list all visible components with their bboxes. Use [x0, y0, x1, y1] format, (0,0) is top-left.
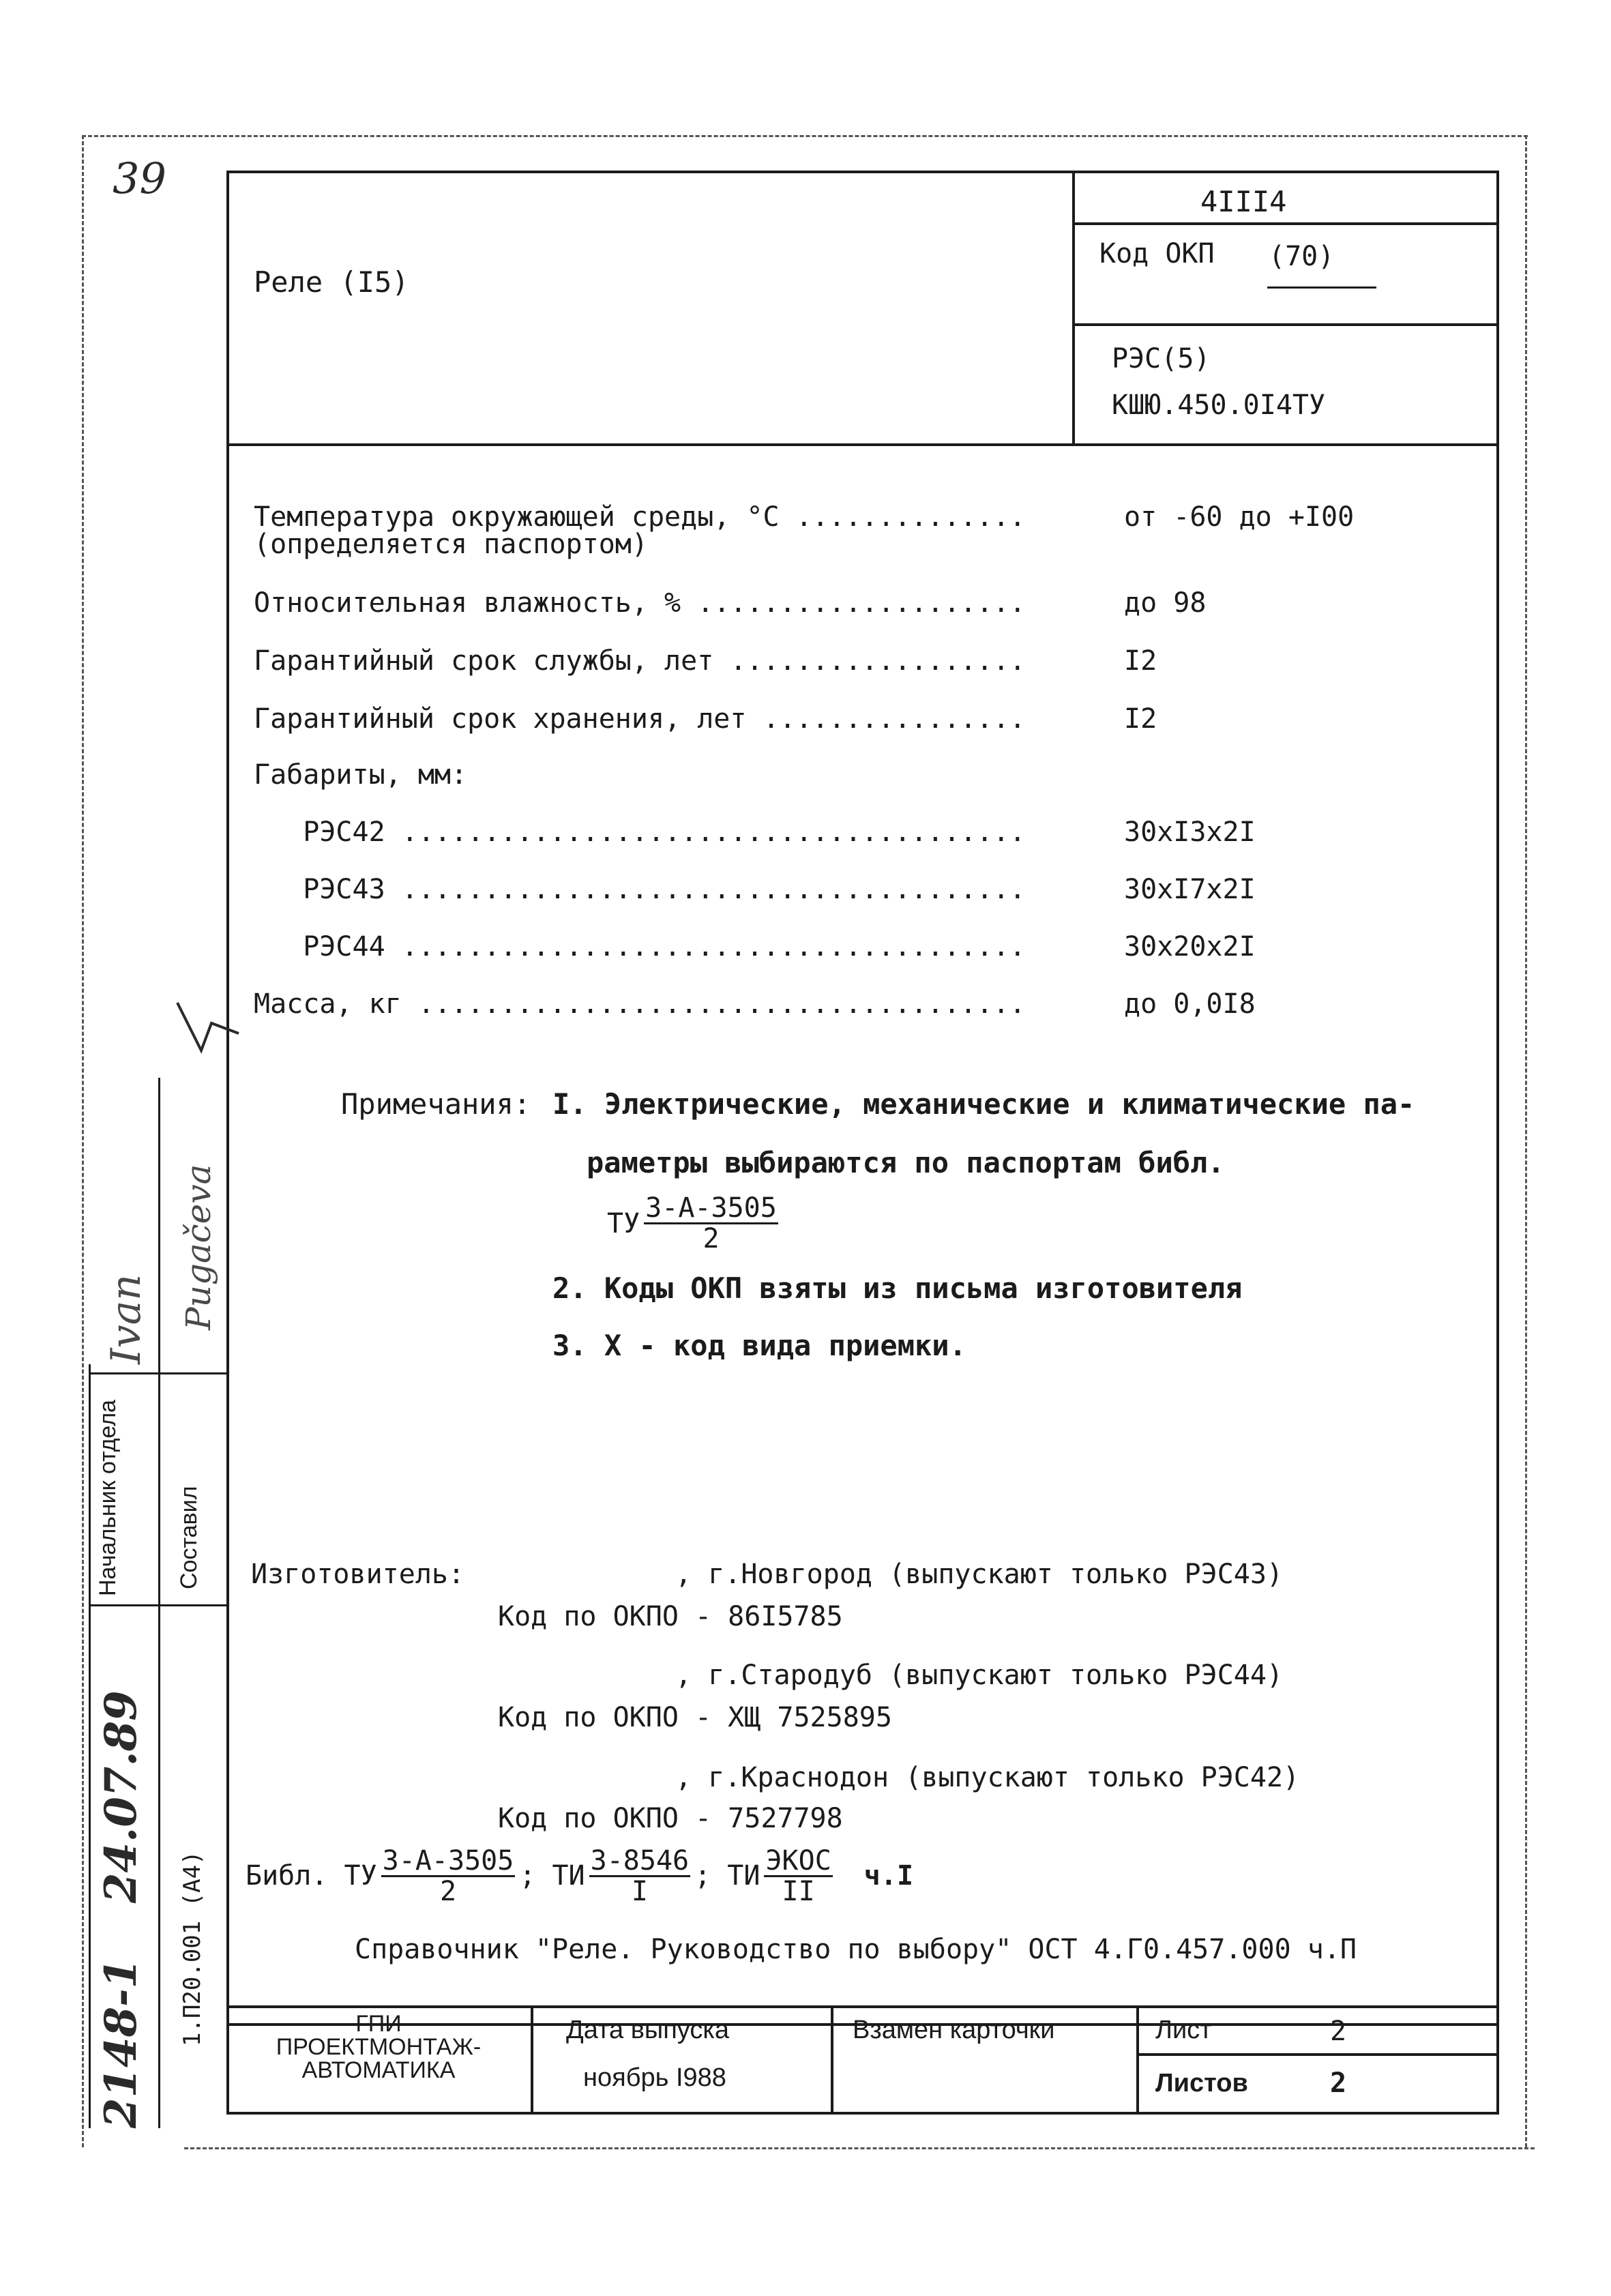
- manufacturer-krasnodon: , г.Краснодон (выпускают только РЭС42): [675, 1762, 1300, 1793]
- biblio-ti1-denominator: I: [631, 1875, 648, 1907]
- biblio-ti1-fraction: [589, 1846, 691, 1906]
- spec-temperature-sub: (определяется паспортом): [254, 529, 648, 560]
- biblio-ti2-fraction: [764, 1846, 832, 1906]
- footer-org-line-3: АВТОМАТИКА: [301, 2057, 456, 2083]
- spec-res43-value: 30xI7x2I: [1124, 874, 1256, 905]
- footer-date-label: Дата выпуска: [566, 2016, 729, 2044]
- biblio-handbook: Справочник "Реле. Руководство по выбору" ОСТ 4.Г0.457.000 ч.П: [355, 1934, 1357, 1965]
- biblio-tu-fraction: [381, 1846, 516, 1906]
- sidebar-head-label: Начальник отдела: [95, 1400, 121, 1596]
- note-1-tu-numerator: 3-А-3505: [645, 1192, 777, 1224]
- page-right-border: [1525, 135, 1527, 2147]
- spec-temperature-value: от -60 до +I00: [1124, 501, 1355, 533]
- note-1-tu: [607, 1194, 782, 1253]
- header-okp-line: [1072, 323, 1499, 326]
- footer-sheets-label: Листов: [1155, 2069, 1248, 2098]
- note-1-tu-denominator: 2: [703, 1223, 720, 1254]
- spec-humidity-value: до 98: [1124, 587, 1207, 619]
- footer-sheet-label: Лист: [1155, 2016, 1212, 2044]
- biblio-ti1-numerator: 3-8546: [590, 1844, 690, 1876]
- manufacturer-novgorod: , г.Новгород (выпускают только РЭС43): [675, 1559, 1284, 1590]
- note-1-tu-fraction: [644, 1194, 778, 1253]
- page-bottom-border: [184, 2147, 1535, 2149]
- spec-res43-label: РЭС43 ......................................: [254, 874, 1026, 905]
- spec-temperature-label: Температура окружающей среды, °С ..............: [254, 501, 1026, 533]
- page-left-border: [82, 135, 84, 2147]
- footer-divider-2: [831, 2005, 833, 2115]
- sidebar-doc-number: 2148-1: [95, 1958, 147, 2128]
- biblio-ti2-label: ; ТИ: [694, 1860, 760, 1892]
- page-top-border: [82, 135, 1528, 137]
- signature-compiler: Pugačeva: [179, 1164, 218, 1330]
- manufacturer-starodub-okpo: Код по ОКПО - ХЩ 7525895: [498, 1702, 892, 1733]
- biblio-prefix: Библ. ТУ: [246, 1860, 377, 1892]
- biblio-ti2-numerator: ЭКОС: [765, 1844, 831, 1876]
- spec-storage-life-label: Гарантийный срок хранения, лет ................: [254, 703, 1026, 735]
- note-2: 2. Коды ОКП взяты из письма изготовителя: [552, 1271, 1243, 1305]
- spec-mass-value: до 0,0I8: [1124, 988, 1256, 1020]
- spec-res44-label: РЭС44 ......................................: [254, 931, 1026, 962]
- manufacturer-label: Изготовитель:: [251, 1559, 465, 1590]
- biblio-tu-denominator: 2: [439, 1875, 457, 1907]
- note-3: 3. Х - код вида приемки.: [552, 1329, 966, 1362]
- spec-humidity-label: Относительная влажность, % ....................: [254, 587, 1026, 619]
- sidebar-h-line-2: [89, 1604, 226, 1606]
- footer-date-value: ноябрь I988: [583, 2063, 726, 2092]
- manufacturer-novgorod-okpo: Код по ОКПО - 86I5785: [498, 1601, 843, 1632]
- spec-res44-value: 30x20x2I: [1124, 931, 1256, 962]
- signature-head: Ivan: [102, 1274, 150, 1364]
- footer-org-line-1: ГПИ: [355, 2011, 402, 2037]
- biblio-ti2-denominator: II: [782, 1875, 815, 1907]
- card-code: 4III4: [1200, 185, 1287, 218]
- footer-org-line-2: ПРОЕКТМОНТАЖ-: [276, 2034, 482, 2060]
- footer-sheets-value: 2: [1330, 2067, 1347, 2099]
- spec-storage-life-value: I2: [1124, 703, 1157, 735]
- header-divider: [1072, 171, 1075, 443]
- sidebar-compiled-label: Составил: [176, 1486, 202, 1589]
- spec-service-life-value: I2: [1124, 645, 1157, 677]
- spec-res42-value: 30xI3x2I: [1124, 816, 1256, 848]
- signature-check-mark: [164, 996, 246, 1091]
- sidebar-line-mid: [89, 1364, 91, 2128]
- okp-value: (70): [1269, 241, 1335, 272]
- header-bottom-line: [226, 443, 1499, 446]
- note-1-line-1: I. Электрические, механические и климатические па-: [552, 1087, 1415, 1121]
- okp-underline: [1267, 286, 1376, 289]
- biblio-suffix: ч.I: [863, 1860, 914, 1892]
- manufacturer-starodub: , г.Стародуб (выпускают только РЭС44): [675, 1660, 1284, 1691]
- note-1-line-2: раметры выбираются по паспортам библ.: [587, 1146, 1225, 1179]
- footer-divider-1: [531, 2005, 533, 2115]
- manufacturer-krasnodon-okpo: Код по ОКПО - 7527798: [498, 1803, 843, 1834]
- sidebar-h-line-1: [89, 1372, 226, 1374]
- biblio-ti1-label: ; ТИ: [519, 1860, 585, 1892]
- header-code-line: [1072, 222, 1499, 225]
- sidebar-stamp-date: 24.07.89: [95, 1690, 147, 1903]
- note-1-tu-label: ТУ: [607, 1207, 640, 1239]
- corner-page-mark: 39: [113, 153, 166, 203]
- footer-sheet-value: 2: [1330, 2016, 1347, 2047]
- relay-type: РЭС(5): [1112, 343, 1211, 374]
- footer-sheet-divider: [1136, 2053, 1499, 2056]
- relay-tu: КШЮ.450.0I4ТУ: [1112, 389, 1326, 421]
- spec-mass-label: Масса, кг .....................................: [254, 988, 1026, 1020]
- okp-label: Код ОКП: [1099, 238, 1215, 269]
- spec-service-life-label: Гарантийный срок службы, лет ..................: [254, 645, 1026, 677]
- footer-org: [232, 2012, 525, 2082]
- sidebar-line-inner: [158, 1078, 160, 2128]
- footer-divider-3: [1136, 2005, 1139, 2115]
- sidebar-form-code: 1.П20.001 (А4): [179, 1851, 206, 2046]
- spec-dimensions-label: Габариты, мм:: [254, 759, 468, 791]
- notes-heading: Примечания:: [341, 1087, 531, 1121]
- biblio-line: [246, 1842, 913, 1910]
- biblio-tu-numerator: 3-А-3505: [382, 1844, 514, 1876]
- footer-replace-label: Взамен карточки: [853, 2016, 1055, 2044]
- spec-res42-label: РЭС42 ......................................: [254, 816, 1026, 848]
- page-title: Реле (I5): [254, 265, 409, 299]
